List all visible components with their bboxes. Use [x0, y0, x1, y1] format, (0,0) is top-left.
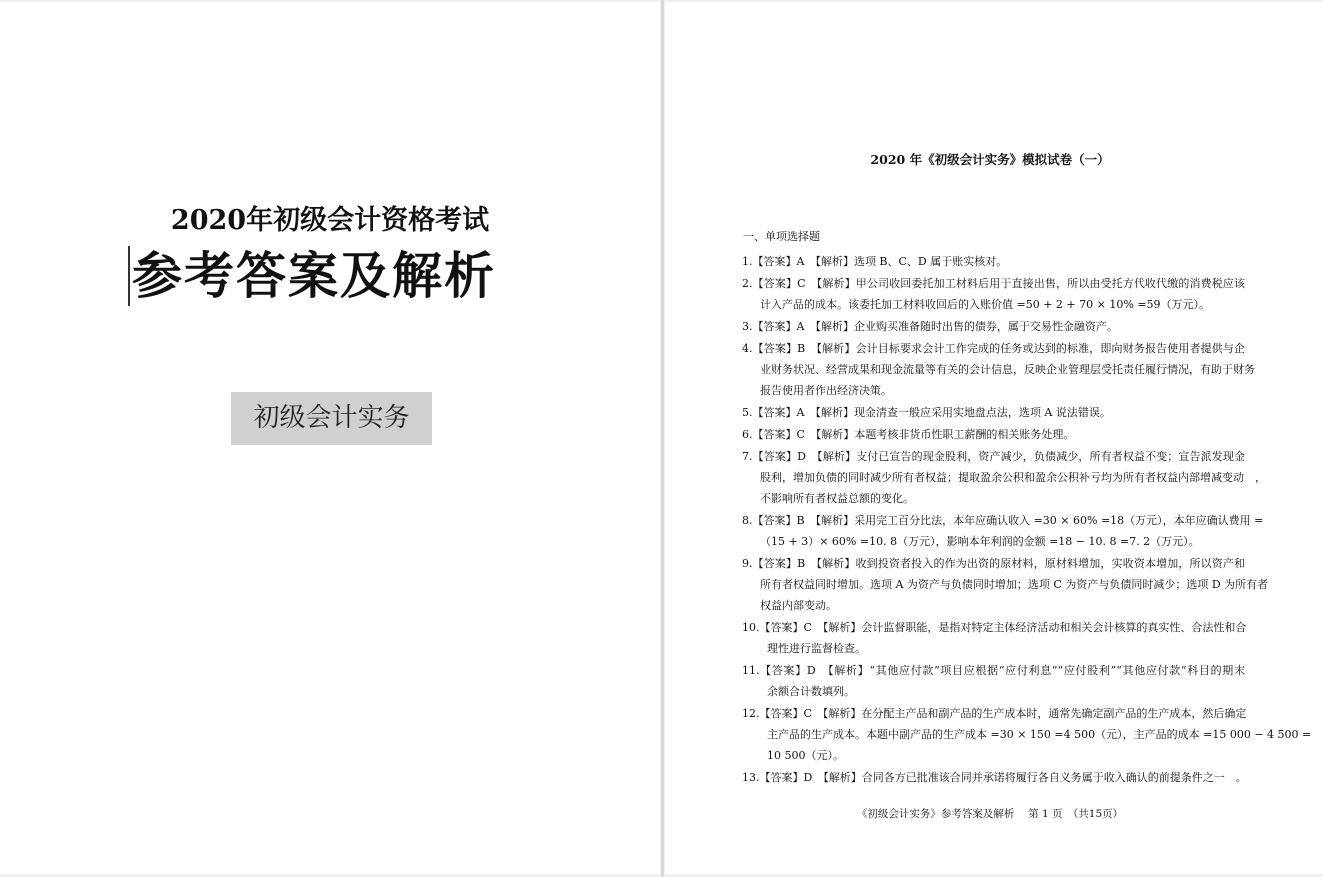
main-title: 参考答案及解析: [128, 246, 496, 306]
answer-item: [742, 767, 1245, 788]
answer-line: 余额合计数填列。: [767, 685, 855, 698]
answer-line: 股利，增加负债的同时减少所有者权益；提取盈余公积和盈余公积补亏均为所有者权益内部增减变动 ，: [760, 471, 1266, 484]
answer-line: 业财务状况、经营成果和现金流量等有关的会计信息，反映企业管理层受托责任履行情况，有助于财务: [760, 363, 1255, 376]
answer-line: 1.【答案】A 【解析】选项 B、C、D 属于账实核对。: [742, 255, 1008, 268]
answer-line: 12.【答案】C 【解析】在分配主产品和副产品的生产成本时，通常先确定副产品的生产成本，然后确定: [742, 707, 1247, 720]
section-heading: 一、单项选择题: [743, 230, 820, 243]
answer-line: 8.【答案】B 【解析】采用完工百分比法，本年应确认收入 =30 × 60% =18（万元），本年应确认费用 =: [742, 514, 1264, 527]
answer-item: [742, 251, 1245, 272]
answer-item: [742, 553, 1269, 616]
answer-line: 10 500（元）。: [767, 749, 844, 762]
answer-line: 理性进行监督检查。: [767, 642, 866, 655]
answer-line: 计入产品的成本。该委托加工材料收回后的入账价值 =50 + 2 + 70 × 10% =59（万元）。: [760, 298, 1210, 311]
subject-label: 初级会计实务: [231, 392, 432, 445]
answer-line: （15 + 3）× 60% =10. 8（万元），影响本年利润的金额 =18 − 10. 8 =7. 2（万元）。: [760, 535, 1200, 548]
page-divider: [661, 0, 664, 877]
answer-item: [742, 424, 1245, 445]
answer-line: 13.【答案】D 【解析】合同各方已批准该合同并承诺将履行各自义务属于收入确认的前提条件之一 。: [742, 771, 1247, 784]
answer-item: [742, 660, 1245, 702]
answer-line: 9.【答案】B 【解析】收到投资者投入的作为出资的原材料，原材料增加，实收资本增加，所以资产和: [742, 557, 1245, 570]
answer-line: 主产品的生产成本。本题中副产品的生产成本 =30 × 150 =4 500（元），主产品的成本 =15 000 − 4 500 =: [767, 728, 1312, 741]
answer-line: 5.【答案】A 【解析】现金清查一般应采用实地盘点法，选项 A 说法错误。: [742, 406, 1111, 419]
answer-line: 3.【答案】A 【解析】企业购买准备随时出售的债券，属于交易性金融资产。: [742, 320, 1118, 333]
answer-item: [742, 446, 1266, 509]
answer-item: [742, 617, 1245, 659]
page-footer: 《初级会计实务》参考答案及解析 第 1 页 （共15页）: [856, 808, 1124, 820]
answer-line: 2.【答案】C 【解析】甲公司收回委托加工材料后用于直接出售，所以由受托方代收代缴的消费税应该: [742, 277, 1245, 290]
answer-line: 4.【答案】B 【解析】会计目标要求会计工作完成的任务或达到的标准，即向财务报告使用者提供与企: [742, 342, 1245, 355]
answer-item: [742, 402, 1245, 423]
answer-list: [742, 251, 1312, 789]
answer-line: 不影响所有者权益总额的变化。: [760, 492, 914, 505]
answer-line: 6.【答案】C 【解析】本题考核非货币性职工薪酬的相关账务处理。: [742, 428, 1075, 441]
answer-line: 10.【答案】C 【解析】会计监督职能，是指对特定主体经济活动和相关会计核算的真实性、合法性和合: [742, 621, 1247, 634]
answer-item: [742, 316, 1245, 337]
answer-item: [742, 703, 1312, 766]
answer-page: [665, 2, 1323, 874]
answer-line: 报告使用者作出经济决策。: [760, 384, 892, 397]
answer-line: 7.【答案】D 【解析】支付已宣告的现金股利，资产减少，负债减少，所有者权益不变；宣告派发现金: [742, 450, 1245, 463]
answer-item: [742, 510, 1264, 552]
cover-page: [0, 2, 660, 874]
answer-line: 权益内部变动。: [760, 599, 837, 612]
answer-line: 11.【答案】D 【解析】“其他应付款”项目应根据“应付利息”“应付股利”“其他应付款”科目的期末: [742, 664, 1245, 677]
answer-line: 所有者权益同时增加。选项 A 为资产与负债同时增加；选项 C 为资产与负债同时减少；选项 D 为所有者: [760, 578, 1269, 591]
exam-title: 2020年初级会计资格考试: [170, 205, 490, 236]
answer-item: [742, 273, 1245, 315]
answer-item: [742, 338, 1255, 401]
page-header: 2020 年《初级会计实务》模拟试卷（一）: [870, 152, 1110, 167]
